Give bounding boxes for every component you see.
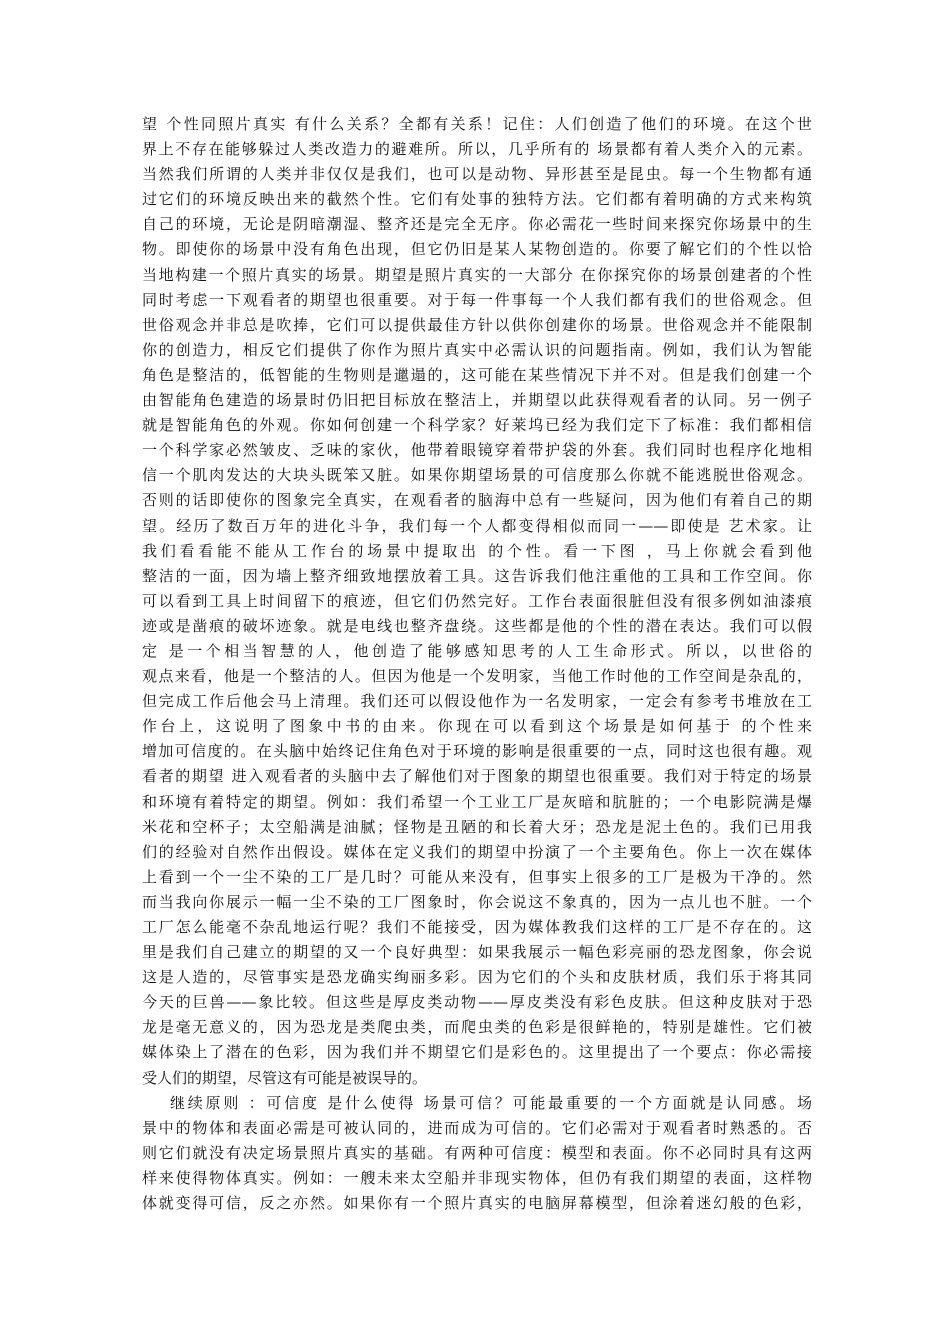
text-line: 体就变得可信，反之亦然。如果你有一个照片真实的电脑屏幕模型，但涂着迷幻般的色彩， bbox=[142, 1194, 812, 1213]
text-line: 你的创造力，相反它们提供了你作为照片真实中必需认识的问题指南。例如，我们认为智能 bbox=[142, 340, 812, 359]
text-line: 里是我们自己建立的期望的又一个良好典型：如果我展示一幅色彩亮丽的恐龙图象，你会说 bbox=[142, 943, 812, 962]
text-line: 迹或是凿痕的破坏迹象。就是电线也整齐盘绕。这些都是他的个性的潜在表达。我们可以假 bbox=[142, 616, 812, 635]
text-line: 则它们就没有决定场景照片真实的基础。有两种可信度：模型和表面。你不必同时具有这两 bbox=[142, 1143, 812, 1162]
text-line: 上看到一个一尘不染的工厂是几时？可能从来没有，但事实上很多的工厂是极为干净的。然 bbox=[142, 867, 812, 886]
text-line: 作台上，这说明了图象中书的由来。你现在可以看到这个场景是如何基于 的个性来 bbox=[142, 717, 812, 736]
text-line: 就是智能角色的外观。你如何创建一个科学家？好莱坞已经为我们定下了标准：我们都相信 bbox=[142, 416, 812, 435]
text-line: 过它们的环境反映出来的截然个性。它们有处事的独特方法。它们都有着明确的方式来构筑 bbox=[142, 190, 812, 209]
paragraph-first-line: 继续原则 ：可信度 是什么使得 场景可信？可能最重要的一个方面就是认同感。场 bbox=[170, 1093, 812, 1112]
text-line: 可以看到工具上时间留下的痕迹，但它们仍然完好。工作台表面很脏但没有很多例如油漆痕 bbox=[142, 591, 812, 610]
text-line: 一个科学家必然皱皮、乏味的家伙，他带着眼镜穿着带护袋的外套。我们同时也程序化地相 bbox=[142, 441, 812, 460]
text-line: 我们看看能不能从工作台的场景中提取出 的个性。看一下图 ，马上你就会看到他 bbox=[142, 541, 812, 560]
text-line: 同时考虑一下观看者的期望也很重要。对于每一件事每一个人我们都有我们的世俗观念。但 bbox=[142, 290, 812, 309]
text-line: 米花和空杯子；太空船满是油腻；怪物是丑陋的和长着大牙；恐龙是泥土色的。我们已用我 bbox=[142, 817, 812, 836]
text-line: 景中的物体和表面必需是可被认同的，进而成为可信的。它们必需对于观看者时熟悉的。否 bbox=[142, 1118, 812, 1137]
text-line: 信一个肌肉发达的大块头既笨又脏。如果你期望场景的可信度那么你就不能逃脱世俗观念。 bbox=[142, 466, 812, 485]
text-line: 这是人造的，尽管事实是恐龙确实绚丽多彩。因为它们的个头和皮肤材质，我们乐于将其同 bbox=[142, 968, 812, 987]
text-line: 龙是毫无意义的，因为恐龙是类爬虫类，而爬虫类的色彩是很鲜艳的，特别是雄性。它们被 bbox=[142, 1018, 812, 1037]
text-line: 整洁的一面，因为墙上整齐细致地摆放着工具。这告诉我们他注重他的工具和工作空间。你 bbox=[142, 566, 812, 585]
text-line: 工厂怎么能毫不杂乱地运行呢？我们不能接受，因为媒体教我们这样的工厂是不存在的。这 bbox=[142, 918, 812, 936]
text-line: 当然我们所谓的人类并非仅仅是我们，也可以是动物、异形甚至是昆虫。每一个生物都有通 bbox=[142, 165, 812, 184]
text-line: 物。即使你的场景中没有角色出现，但它仍旧是某人某物创造的。你要了解它们的个性以恰 bbox=[142, 240, 812, 259]
text-line: 增加可信度的。在头脑中始终记住角色对于环境的影响是很重要的一点，同时这也很有趣。观 bbox=[142, 742, 812, 761]
text-line: 界上不存在能够躲过人类改造力的避难所。所以，几乎所有的 场景都有着人类介入的元素。 bbox=[142, 140, 812, 159]
text-line: 角色是整洁的，低智能的生物则是邋遢的，这可能在某些情况下并不对。但是我们创建一个 bbox=[142, 365, 812, 384]
text-line: 观点来看，他是一个整洁的人。但因为他是一个发明家，当他工作时他的工作空间是杂乱的， bbox=[142, 667, 812, 686]
text-line: 和环境有着特定的期望。例如：我们希望一个工业工厂是灰暗和肮脏的；一个电影院满是爆 bbox=[142, 792, 812, 811]
text-line: 自己的环境，无论是阴暗潮湿、整齐还是完全无序。你必需花一些时间来探究你场景中的生 bbox=[142, 215, 812, 234]
text-line: 看者的期望 进入观看者的头脑中去了解他们对于图象的期望也很重要。我们对于特定的场景 bbox=[142, 767, 812, 786]
text-line: 们的经验对自然作出假设。媒体在定义我们的期望中扮演了一个主要角色。你上一次在媒体 bbox=[142, 842, 812, 861]
text-line: 媒体染上了潜在的色彩，因为我们并不期望它们是彩色的。这里提出了一个要点：你必需接 bbox=[142, 1043, 812, 1062]
text-line: 样来使得物体真实。例如：一艘未来太空船并非现实物体，但仍有我们期望的表面，这样物 bbox=[142, 1168, 812, 1187]
text-line: 但完成工作后他会马上清理。我们还可以假设他作为一名发明家，一定会有参考书堆放在工 bbox=[142, 692, 812, 711]
text-line: 而当我向你展示一幅一尘不染的工厂图象时，你会说这不象真的，因为一点儿也不脏。一个 bbox=[142, 892, 812, 911]
text-line: 否则的话即使你的图象完全真实，在观看者的脑海中总有一些疑问，因为他们有着自己的期 bbox=[142, 491, 812, 510]
text-line: 望 个性同照片真实 有什么关系？全都有关系！记住：人们创造了他们的环境。在这个世 bbox=[142, 115, 812, 133]
text-line: 世俗观念并非总是吹捧，它们可以提供最佳方针以供你创建你的场景。世俗观念并不能限制 bbox=[142, 315, 812, 334]
text-line: 定 是一个相当智慧的人，他创造了能够感知思考的人工生命形式。所以，以世俗的 bbox=[142, 641, 812, 660]
document-body bbox=[142, 112, 812, 1216]
text-line: 今天的巨兽——象比较。但这些是厚皮类动物——厚皮类没有彩色皮肤。但这种皮肤对于恐 bbox=[142, 993, 812, 1012]
text-line: 望。经历了数百万年的进化斗争，我们每一个人都变得相似而同一——即使是 艺术家。让 bbox=[142, 516, 812, 535]
paragraph-last-line: 受人们的期望，尽管这有可能是被误导的。 bbox=[142, 1068, 428, 1087]
text-line: 由智能角色建造的场景时仍旧把目标放在整洁上，并期望以此获得观看者的认同。另一例子 bbox=[142, 391, 812, 410]
text-line: 当地构建一个照片真实的场景。期望是照片真实的一大部分 在你探究你的场景创建者的个性 bbox=[142, 265, 812, 284]
